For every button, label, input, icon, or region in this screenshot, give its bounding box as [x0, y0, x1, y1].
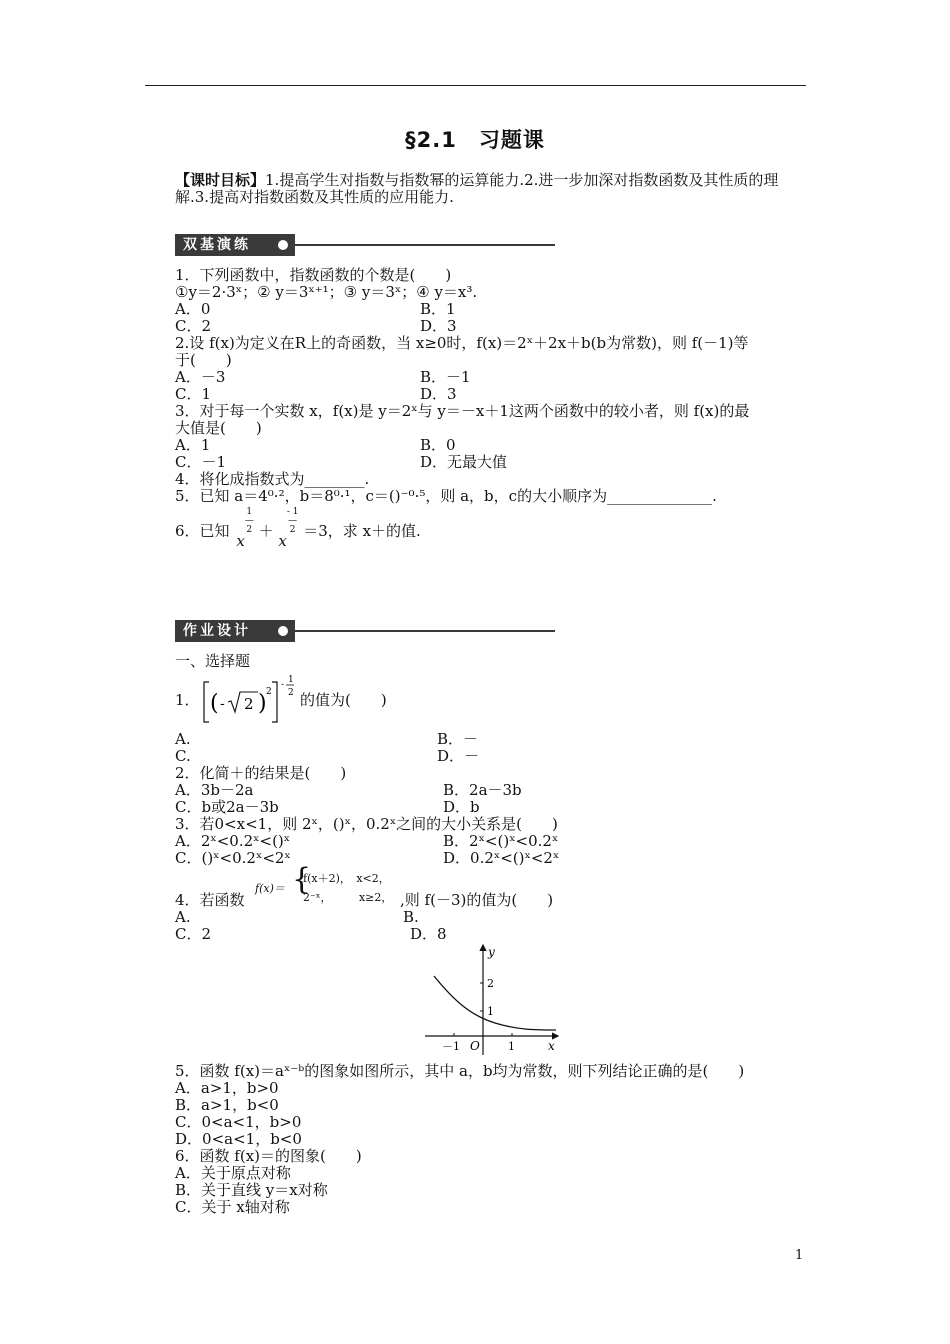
- hw-q1-num: 1．: [175, 691, 200, 709]
- q6-post: ＝3，求 x＋的值.: [303, 522, 421, 540]
- svg-text:2: 2: [288, 688, 294, 698]
- hw-q5-option-d: D．0<a<1，b<0: [175, 1130, 302, 1148]
- hw-q3-option-c: C．()ˣ<0.2ˣ<2ˣ: [175, 849, 291, 867]
- x-axis-label: x: [548, 1039, 555, 1053]
- bullet-icon: [278, 240, 288, 250]
- page-title: §2.1 习题课: [405, 128, 545, 152]
- q3-line2: 大值是( ): [175, 419, 262, 437]
- hw-q4-option-b: B.: [403, 908, 419, 926]
- hw-q2-option-d: D．b: [443, 798, 480, 816]
- q3-option-c: C．－1: [175, 453, 227, 471]
- bullet-icon: [278, 626, 288, 636]
- hw-q4-post: ,则 f(－3)的值为( ): [400, 891, 554, 909]
- hw-q4-pre: 4．若函数: [175, 891, 245, 909]
- section-rule: [295, 244, 555, 246]
- q1-option-d: D．3: [420, 317, 457, 335]
- hw-q1-tail: 的值为( ): [300, 691, 387, 709]
- tick-y2: 2: [487, 977, 494, 990]
- q2-line1: 2.设 f(x)为定义在R上的奇函数，当 x≥0时，f(x)＝2ˣ＋2x＋b(b为常数)，则 f(－1)等: [175, 334, 749, 352]
- q1-items: ①y＝2·3ˣ；② y＝3ˣ⁺¹；③ y＝3ˣ；④ y＝x³.: [175, 283, 478, 301]
- q3-line1: 3．对于每一个实数 x，f(x)是 y＝2ˣ与 y＝－x＋1这两个函数中的较小者，则 f(x)的最: [175, 402, 750, 420]
- hw-q4-option-d: D．8: [410, 925, 447, 943]
- svg-text:1: 1: [288, 675, 294, 685]
- q2-option-c: C．1: [175, 385, 212, 403]
- q6-pre: 6．已知: [175, 522, 230, 540]
- hw-q1-option-d: D．－: [437, 747, 480, 765]
- y-axis-label: y: [488, 945, 495, 959]
- hw-q1-option-a: A.: [175, 730, 191, 748]
- section-label: 作业设计: [175, 620, 295, 642]
- svg-text:(: (: [210, 691, 219, 716]
- page-number: 1: [795, 1248, 804, 1263]
- q1-option-a: A．0: [175, 300, 211, 318]
- tick-x-neg: －1: [442, 1040, 460, 1053]
- hw-q2-option-b: B．2a－3b: [443, 781, 522, 799]
- section-label: 双基演练: [175, 234, 295, 256]
- hw-q6-option-c: C．关于 x轴对称: [175, 1198, 290, 1216]
- hw-heading: 一、选择题: [175, 652, 251, 670]
- hw-q4-fx: f(x)＝: [255, 882, 285, 895]
- hw-q1-expression: [200, 674, 300, 726]
- svg-text:-: -: [281, 680, 285, 690]
- hw-q6-stem: 6．函数 f(x)＝的图象( ): [175, 1147, 362, 1165]
- hw-q5-option-b: B．a>1，b<0: [175, 1096, 279, 1114]
- q1-option-c: C．2: [175, 317, 212, 335]
- q6-mid: ＋: [258, 522, 274, 540]
- goal-text: 1.提高学生对指数与指数幂的运算能力.2.进一步加深对指数函数及其性质的理解.3.提高对指数函数及其性质的应用能力.: [175, 171, 779, 206]
- hw-q6-option-a: A．关于原点对称: [175, 1164, 291, 1182]
- q2-option-b: B．－1: [420, 368, 471, 386]
- hw-q2-option-a: A．3b－2a: [175, 781, 254, 799]
- hw-q4-piece1: f(x＋2)， x<2，: [303, 872, 390, 885]
- hw-q4-option-c: C．2: [175, 925, 212, 943]
- svg-text:2: 2: [244, 695, 254, 713]
- lesson-goal: [175, 172, 810, 206]
- hw-q3-option-d: D．0.2ˣ<()ˣ<2ˣ: [443, 849, 560, 867]
- tick-y1: 1: [487, 1005, 494, 1018]
- hw-q4-piece2: 2⁻ˣ， x≥2，: [303, 891, 393, 904]
- hw-q1-option-c: C.: [175, 747, 191, 765]
- q3-option-a: A．1: [175, 436, 211, 454]
- hw-q6-option-b: B．关于直线 y＝x对称: [175, 1181, 328, 1199]
- hw-q2-stem: 2．化简＋的结果是( ): [175, 764, 347, 782]
- curve: [434, 976, 556, 1030]
- hw-q4-option-a: A.: [175, 908, 191, 926]
- svg-text:-: -: [220, 696, 225, 712]
- q1-stem: 1．下列函数中，指数函数的个数是( ): [175, 266, 452, 284]
- svg-text:): ): [258, 691, 267, 716]
- hw-q3-option-b: B．2ˣ<()ˣ<0.2ˣ: [443, 832, 559, 850]
- hw-q5-stem: 5．函数 f(x)＝aˣ⁻ᵇ的图象如图所示，其中 a，b均为常数，则下列结论正确的是( ): [175, 1062, 745, 1080]
- hw-q4-piecewise: f(x)＝ { f(x＋2)， x<2， 2⁻ˣ， x≥2，: [255, 862, 393, 904]
- hw-q5-option-a: A．a>1，b>0: [175, 1079, 279, 1097]
- q3-option-d: D．无最大值: [420, 453, 508, 471]
- q2-line2: 于( ): [175, 351, 232, 369]
- q4: 4．将化成指数式为________.: [175, 470, 370, 488]
- hw-q5-option-c: C．0<a<1，b>0: [175, 1113, 302, 1131]
- exponential-graph: [420, 940, 570, 1060]
- q3-option-b: B．0: [420, 436, 456, 454]
- q6: 6．已知 x1 — 2 ＋ x- 1 — 2 ＝3，求 x＋的值.: [175, 507, 421, 550]
- q2-option-d: D．3: [420, 385, 457, 403]
- q2-option-a: A．－3: [175, 368, 226, 386]
- section-rule: [295, 630, 555, 632]
- goal-label: 【课时目标】: [175, 171, 266, 189]
- hw-q3-option-a: A．2ˣ<0.2ˣ<()ˣ: [175, 832, 291, 850]
- hw-q3-stem: 3．若0<x<1，则 2ˣ，()ˣ，0.2ˣ之间的大小关系是( ): [175, 815, 558, 833]
- hw-q1-option-b: B．－: [437, 730, 479, 748]
- q1-option-b: B．1: [420, 300, 456, 318]
- tick-x-pos: 1: [508, 1040, 515, 1053]
- hw-q2-option-c: C．b或2a－3b: [175, 798, 279, 816]
- svg-text:2: 2: [266, 687, 272, 697]
- origin-label: O: [470, 1039, 480, 1053]
- header-rule: [145, 85, 806, 86]
- q5: 5．已知 a＝4⁰·²，b＝8⁰·¹，c＝()⁻⁰·⁵，则 a，b，c的大小顺序为______________.: [175, 487, 717, 505]
